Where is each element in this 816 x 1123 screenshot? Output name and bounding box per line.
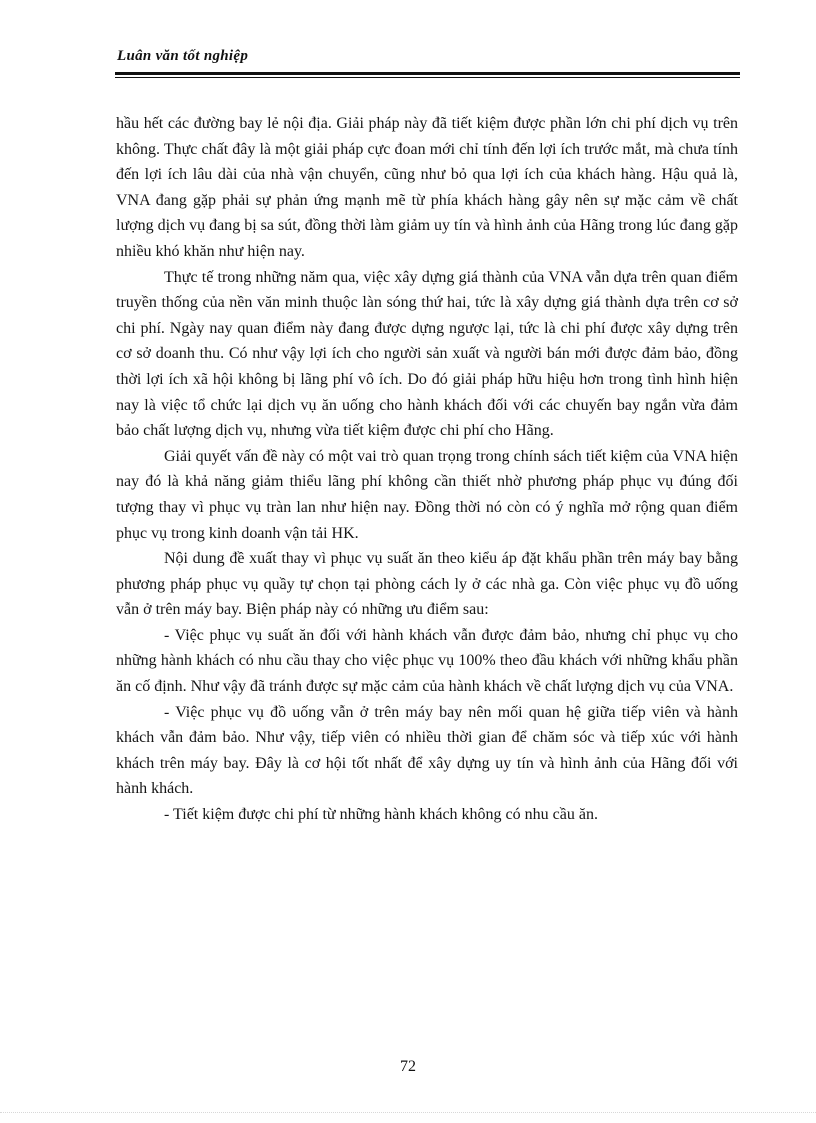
bottom-divider: [0, 1112, 816, 1113]
bullet-item-3: - Tiết kiệm được chi phí từ những hành khách không có nhu cầu ăn.: [164, 806, 598, 824]
header-rule-thick: [115, 72, 740, 75]
body-text: [116, 111, 738, 828]
paragraph-1: hầu hết các đường bay lẻ nội địa. Giải pháp này đã tiết kiệm được phần lớn chi phí dịch vụ trên không. Thực chất đây là một giải pháp cực đoan mới chỉ tính đến lợi ích trước mắt, mà chưa tính đến lợi ích lâu dài của nhà vận chuyển, cũng như bỏ qua lợi ích của khách hàng. Hậu quả là, VNA đang gặp phải sự phản ứng mạnh mẽ từ phía khách hàng gây nên sự mặc cảm về chất lượng dịch vụ đang bị sa sút, đồng thời làm giảm uy tín và hình ảnh của Hãng trong lúc đang gặp nhiều khó khăn như hiện nay.: [116, 115, 738, 260]
bullet-item-2: - Việc phục vụ đồ uống vẫn ở trên máy bay nên mối quan hệ giữa tiếp viên và hành khách vẫn đảm bảo. Như vậy, tiếp viên có nhiều thời gian để chăm sóc và tiếp xúc với hành khách trên máy bay. Đây là cơ hội tốt nhất để xây dựng uy tín và hình ảnh của Hãng đối với hành khách.: [116, 703, 738, 798]
page-header: [115, 48, 740, 80]
paragraph-2: Thực tế trong những năm qua, việc xây dựng giá thành của VNA vẫn dựa trên quan điểm truyền thống của nền văn minh thuộc làn sóng thứ hai, tức là xây dựng giá thành dựa trên cơ sở chi phí. Ngày nay quan điểm này đang được dựng ngược lại, tức là chi phí được xây dựng trên cơ sở doanh thu. Có như vậy lợi ích cho người sản xuất và người bán mới được đảm bảo, đồng thời lợi ích xã hội không bị lãng phí vô ích. Do đó giải pháp hữu hiệu hơn trong tình hình hiện nay là việc tổ chức lại dịch vụ ăn uống cho hành khách đối với các chuyến bay ngắn vừa đảm bảo chất lượng dịch vụ, nhưng vừa tiết kiệm được chi phí cho Hãng.: [116, 268, 738, 440]
paragraph-4: Nội dung đề xuất thay vì phục vụ suất ăn theo kiểu áp đặt khẩu phần trên máy bay bằng phương pháp phục vụ quầy tự chọn tại phòng cách ly ở các nhà ga. Còn việc phục vụ đồ uống vẫn ở trên máy bay. Biện pháp này có những ưu điểm sau:: [116, 550, 738, 619]
bullet-item-1: - Việc phục vụ suất ăn đối với hành khách vẫn được đảm bảo, nhưng chỉ phục vụ cho những hành khách có nhu cầu thay cho việc phục vụ 100% theo đầu khách với những khẩu phần ăn cố định. Như vậy đã tránh được sự mặc cảm của hành khách về chất lượng dịch vụ của VNA.: [116, 626, 738, 696]
page-number: 72: [400, 1058, 416, 1075]
header-title: Luân văn tốt nghiệp: [117, 48, 249, 64]
paragraph-3: Giải quyết vấn đề này có một vai trò quan trọng trong chính sách tiết kiệm của VNA hiện nay đó là khả năng giảm thiểu lãng phí không cần thiết nhờ phương pháp phục vụ đúng đối tượng thay vì phục vụ tràn lan như hiện nay. Đồng thời nó còn có ý nghĩa mở rộng quan điểm phục vụ trong kinh doanh vận tải HK.: [116, 447, 738, 542]
header-rule-thin: [115, 77, 740, 78]
